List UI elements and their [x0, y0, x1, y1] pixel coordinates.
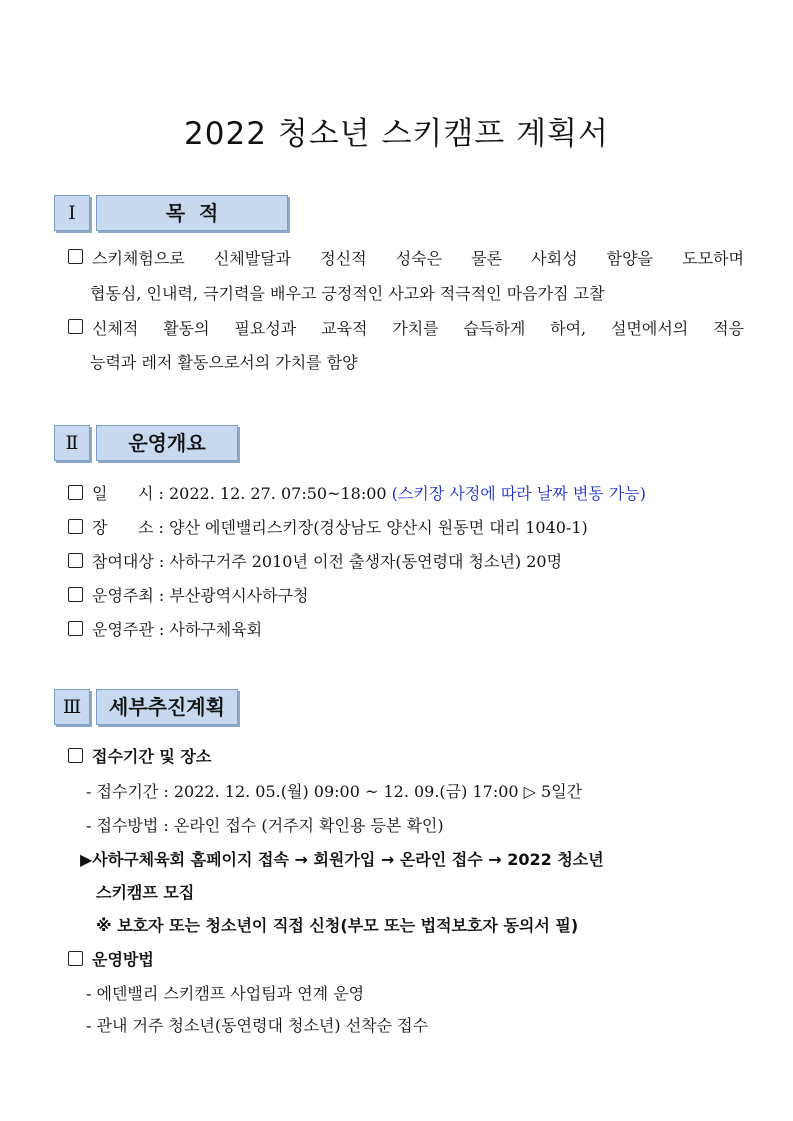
word: 적응 — [713, 319, 744, 338]
checkbox-icon — [68, 485, 83, 500]
purpose-item-2-text — [92, 319, 744, 339]
overview-note: (스키장 사정에 따라 날짜 변동 가능) — [391, 484, 646, 503]
reception-heading-text: 접수기간 및 장소 — [92, 747, 212, 766]
operation-item-2: - 관내 거주 청소년(동연령대 청소년) 선착순 접수 — [86, 1016, 429, 1035]
checkbox-icon — [68, 748, 83, 763]
checkbox-icon — [68, 519, 83, 534]
overview-row-place — [68, 518, 588, 538]
checkbox-icon — [68, 621, 83, 636]
word: 성숙은 — [395, 249, 443, 268]
overview-value: : 사하구체육회 — [153, 620, 263, 639]
operation-heading-text: 운영방법 — [92, 950, 154, 969]
application-note: ※ 보호자 또는 청소년이 직접 신청(부모 또는 법적보호자 동의서 필) — [96, 916, 579, 935]
overview-value: : 사하구거주 2010년 이전 출생자(동연령대 청소년) 20명 — [153, 552, 563, 571]
checkbox-icon — [68, 587, 83, 602]
word: 습득하게 — [463, 319, 526, 338]
word: 물론 — [471, 249, 503, 268]
overview-row-date — [68, 484, 646, 504]
process-line-1: ▶사하구체육회 홈페이지 접속 → 회원가입 → 온라인 접수 → 2022 청소년 — [80, 850, 604, 869]
word: 설면에서의 — [610, 319, 689, 338]
overview-label: 장 소 — [92, 518, 154, 537]
overview-label: 일 시 — [92, 484, 154, 503]
overview-value: : 양산 에덴밸리스키장(경상남도 양산시 원동면 대리 1040-1) — [153, 518, 588, 537]
checkbox-icon — [68, 249, 83, 264]
overview-row-participants — [68, 552, 562, 572]
reception-heading — [68, 747, 211, 767]
word: 도모하며 — [682, 249, 744, 268]
word: 신체발달과 — [213, 249, 292, 268]
word: 사회성 — [531, 249, 578, 268]
section-label: 운영개요 — [96, 425, 238, 461]
word: 하여, — [550, 319, 587, 338]
operation-heading — [68, 950, 154, 970]
purpose-item-1-line-2: 협동심, 인내력, 극기력을 배우고 긍정적인 사고와 적극적인 마음가짐 고찰 — [90, 284, 605, 303]
section-label: 목 적 — [96, 195, 288, 231]
reception-method: - 접수방법 : 온라인 접수 (거주지 확인용 등본 확인) — [86, 816, 444, 835]
purpose-item-2-line-2: 능력과 레저 활동으로서의 가치를 함양 — [90, 353, 358, 372]
section-label: 세부추진계획 — [96, 689, 238, 725]
word: 신체적 — [92, 319, 139, 338]
word: 활동의 — [163, 319, 210, 338]
purpose-item-1-text — [92, 249, 744, 269]
section-number: Ⅰ — [54, 195, 90, 231]
word: 정신적 — [320, 249, 367, 268]
purpose-item-2-line-1 — [68, 319, 744, 339]
checkbox-icon — [68, 553, 83, 568]
overview-row-host — [68, 586, 309, 606]
overview-label: 참여대상 — [92, 552, 154, 571]
word: 가치를 — [392, 319, 439, 338]
section-number: Ⅱ — [54, 425, 90, 461]
overview-row-organizer — [68, 620, 262, 640]
page-title: 2022 청소년 스키캠프 계획서 — [184, 116, 609, 152]
section-number: Ⅲ — [54, 689, 90, 725]
operation-item-1: - 에덴밸리 스키캠프 사업팀과 연계 운영 — [86, 984, 365, 1003]
word: 함양을 — [606, 249, 654, 268]
reception-period: - 접수기간 : 2022. 12. 05.(월) 09:00 ~ 12. 09.(금) 17:00 ▷ 5일간 — [86, 782, 583, 801]
word: 스키체험으로 — [92, 249, 185, 268]
process-line-2: 스키캠프 모집 — [96, 883, 195, 902]
checkbox-icon — [68, 951, 83, 966]
word: 교육적 — [321, 319, 368, 338]
overview-value: : 2022. 12. 27. 07:50~18:00 — [153, 484, 392, 503]
purpose-item-1-line-1 — [68, 249, 744, 269]
overview-label: 운영주최 — [92, 586, 154, 605]
checkbox-icon — [68, 319, 83, 334]
overview-label: 운영주관 — [92, 620, 154, 639]
word: 필요성과 — [234, 319, 297, 338]
overview-value: : 부산광역시사하구청 — [153, 586, 309, 605]
